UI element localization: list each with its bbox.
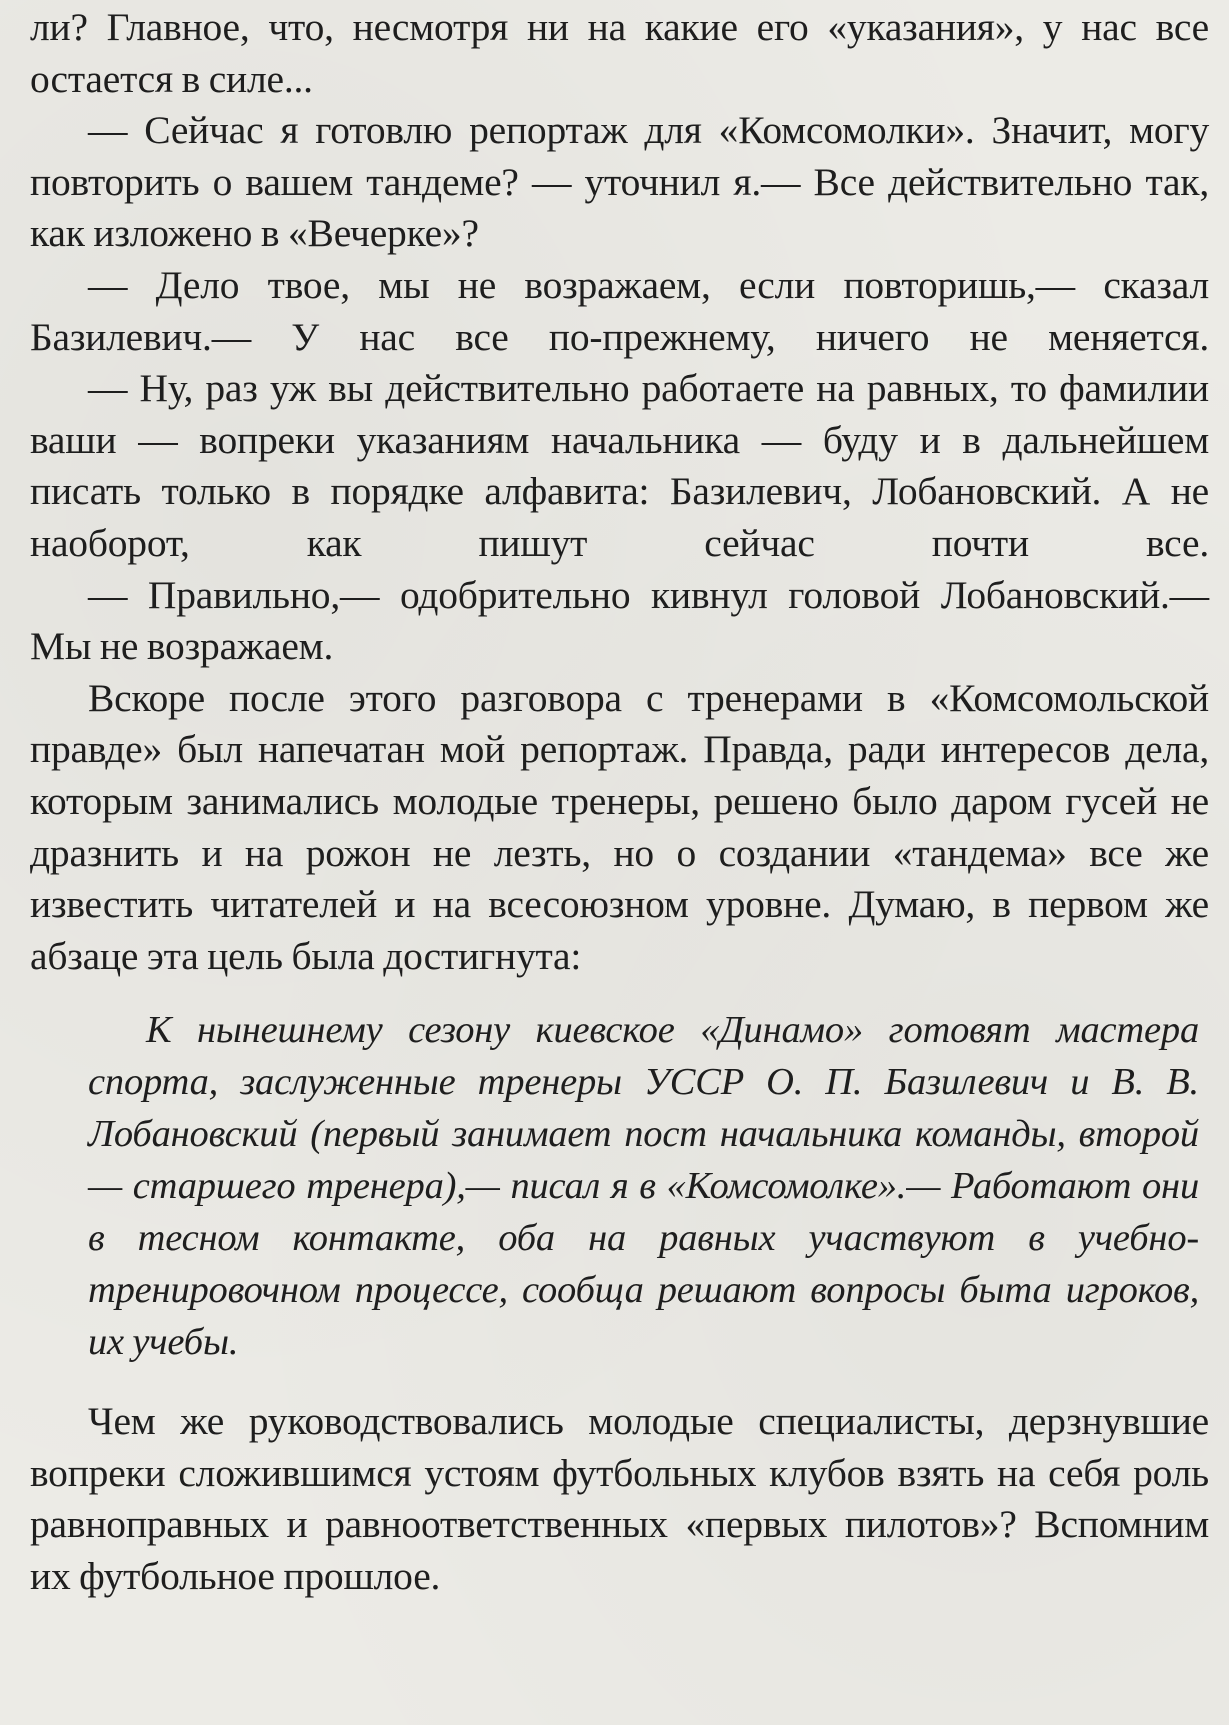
paragraph-dialogue-2: — Дело твое, мы не возражаем, если повторишь,— сказал Базилевич.— У нас все по-прежнему, ничего не меняется.	[30, 262, 1209, 359]
paragraph-dialogue-1: — Сейчас я готовлю репортаж для «Комсомолки». Значит, могу повторить о вашем тандеме? — уточнил я.— Все действительно так, как изложено в «Вечерке»?	[30, 108, 1209, 256]
paragraph-narrative: Вскоре после этого разговора с тренерами в «Комсомольской правде» был напечатан мой репортаж. Правда, ради интересов дела, которым занимались молодые тренеры, решено было даром гусей не дразнить и на рожон не лезть, но о создании «тандема» все же известить читателей и на всесоюзном уровне. Думаю, в первом же абзаце эта цель была достигнута:	[30, 675, 1209, 978]
paragraph-dialogue-4: — Правильно,— одобрительно кивнул головой Лобановский.— Мы не возражаем.	[30, 572, 1209, 669]
paragraph-closing: Чем же руководствовались молодые специалисты, дерзнувшие вопреки сложившимся устоям футбольных клубов взять на себя роль равноправных и равноответственных «первых пилотов»? Вспомним их футбольное прошлое.	[30, 1399, 1209, 1599]
paragraph-dialogue-3: — Ну, раз уж вы действительно работаете на равных, то фамилии ваши — вопреки указаниям начальника — буду и в дальнейшем писать только в порядке алфавита: Базилевич, Лобановский. А не наоборот, как пишут сейчас почти все.	[30, 366, 1209, 565]
quoted-article-excerpt: К нынешнему сезону киевское «Динамо» готовят мастера спорта, заслуженные тренеры УССР О. П. Базилевич и В. В. Лобановский (первый занимает пост начальника команды, второй — старшего тренера),— писал я в «Комсомолке».— Работают они в тесном контакте, оба на равных участвуют в учебно-тренировочном процессе, сообща решают вопросы быта игроков, их учебы.	[88, 1009, 1199, 1364]
paragraph-continuation: ли? Главное, что, несмотря ни на какие его «указания», у нас все остается в силе...	[30, 5, 1209, 101]
